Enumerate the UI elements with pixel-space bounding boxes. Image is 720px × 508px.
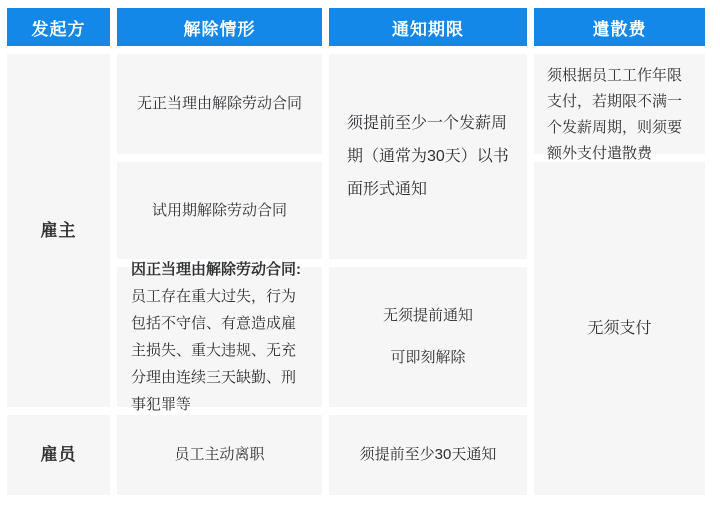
- notice-none-line1: 无须提前通知: [382, 307, 473, 324]
- termination-comparison-table: [7, 8, 705, 495]
- with-cause-title: 因正当理由解除劳动合同:: [131, 261, 301, 278]
- cell-initiator-employee: 雇员: [7, 415, 110, 495]
- header-initiator: 发起方: [7, 8, 110, 46]
- cell-situation-probation: 试用期解除劳动合同: [117, 162, 322, 259]
- cell-situation-with-cause: [117, 261, 322, 413]
- cell-situation-no-cause: 无正当理由解除劳动合同: [117, 54, 322, 154]
- header-notice-period: 通知期限: [329, 8, 527, 46]
- cell-severance-required: 须根据员工工作年限支付，若期限不满一个发薪周期，则须要额外支付遣散费: [534, 54, 705, 154]
- header-termination-situation: 解除情形: [117, 8, 322, 46]
- cell-severance-none: 无须支付: [534, 162, 705, 495]
- cell-notice-not-required: [329, 267, 527, 407]
- notice-none-line2: 可即刻解除: [390, 349, 466, 366]
- cell-initiator-employer: 雇主: [7, 54, 110, 407]
- with-cause-detail: 员工存在重大过失，行为包括不守信、有意造成雇主损失、重大违规、无充分理由连续三天缺勤、刑事犯罪等: [131, 288, 297, 413]
- header-severance-pay: 遣散费: [534, 8, 705, 46]
- cell-situation-resignation: 员工主动离职: [117, 415, 322, 495]
- cell-notice-30-days: 须提前至少30天通知: [329, 415, 527, 495]
- cell-notice-pay-period: 须提前至少一个发薪周期（通常为30天）以书面形式通知: [329, 54, 527, 259]
